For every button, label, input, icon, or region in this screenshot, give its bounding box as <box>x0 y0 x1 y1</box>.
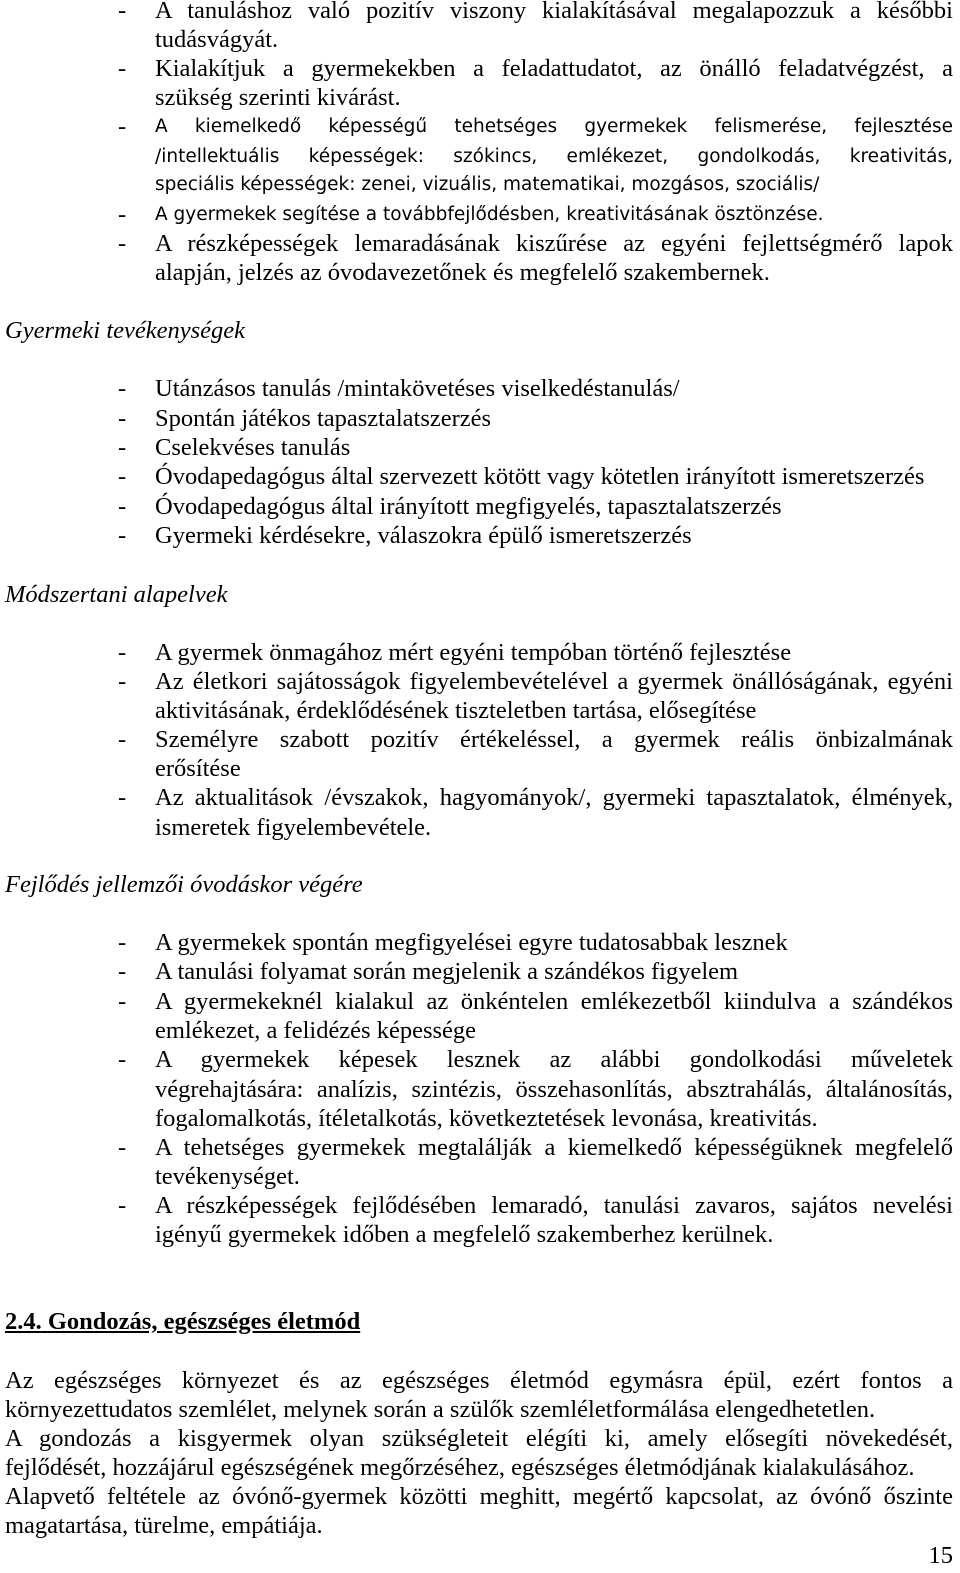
section-number: 2.4. <box>5 1308 42 1335</box>
list-item-line: A tanuláshoz való pozitív viszony kialakításával megalapozzuk a későbbi <box>155 0 953 24</box>
bullet-dash: - <box>118 784 127 811</box>
heading-development: Fejlődés jellemzői óvodáskor végére <box>5 871 363 898</box>
list-item-line: Spontán játékos tapasztalatszerzés <box>155 405 492 432</box>
heading-methods: Módszertani alapelvek <box>5 581 228 608</box>
list-item-line: A gyermekek segítése a továbbfejlődésben, kreativitásának ösztönzése. <box>155 204 824 225</box>
bullet-dash: - <box>118 493 127 520</box>
list-item-line: Személyre szabott pozitív értékeléssel, a gyermek reális önbizalmának <box>155 726 953 753</box>
bullet-dash: - <box>118 522 127 549</box>
list-item-line: fogalomalkotás, ítéletalkotás, következtetések levonása, kreativitás. <box>155 1105 818 1132</box>
list-item-line: Kialakítjuk a gyermekekben a feladattudatot, az önálló feladatvégzést, a <box>155 55 953 82</box>
bullet-dash: - <box>118 1134 127 1161</box>
list-item-line: A tehetséges gyermekek megtalálják a kiemelkedő képességüknek megfelelő <box>155 1134 953 1161</box>
list-item-line: Cselekvéses tanulás <box>155 434 351 461</box>
list-item-line: igényű gyermekek időben a megfelelő szakemberhez kerülnek. <box>155 1221 774 1248</box>
bullet-dash: - <box>118 958 127 985</box>
bullet-dash: - <box>118 0 127 24</box>
bullet-dash: - <box>118 201 127 228</box>
bullet-dash: - <box>118 230 127 257</box>
list-item-line: Óvodapedagógus által szervezett kötött vagy kötetlen irányított ismeretszerzés <box>155 463 925 490</box>
list-item-line: A gyermekek spontán megfigyelései egyre tudatosabbak lesznek <box>155 929 788 956</box>
list-item-line: emlékezet, a felidézés képessége <box>155 1017 477 1044</box>
list-item-line: speciális képességek: zenei, vizuális, matematikai, mozgásos, szociális/ <box>155 174 820 195</box>
list-item-line: A részképességek fejlődésében lemaradó, tanulási zavaros, sajátos nevelési <box>155 1192 953 1219</box>
list-item-line: alapján, jelzés az óvodavezetőnek és megfelelő szakembernek. <box>155 259 770 286</box>
bullet-dash: - <box>118 463 127 490</box>
section-title <box>5 1307 360 1336</box>
bullet-dash: - <box>118 55 127 82</box>
paragraph-line: környezettudatos szemlélet, melynek során a szülők szemléletformálása elengedhetetlen. <box>5 1396 876 1423</box>
list-item-line: A tanulási folyamat során megjelenik a szándékos figyelem <box>155 958 739 985</box>
list-item-line: Az életkori sajátosságok figyelembevételével a gyermek önállóságának, egyéni <box>155 668 953 695</box>
bullet-dash: - <box>118 113 127 140</box>
list-item-line: A gyermekeknél kialakul az önkéntelen emlékezetből kiindulva a szándékos <box>155 988 953 1015</box>
list-item-line: aktivitásának, érdeklődésének tiszteletben tartása, elősegítése <box>155 697 757 724</box>
list-item-line: szükség szerinti kivárást. <box>155 84 401 111</box>
paragraph-line: fejlődését, hozzájárul egészségének megőrzéséhez, egészséges életmódjának kialakulásához. <box>5 1454 915 1481</box>
paragraph-line: magatartása, türelme, empátiája. <box>5 1512 323 1539</box>
list-item-line: Az aktualitások /évszakok, hagyományok/, gyermeki tapasztalatok, élmények, <box>155 784 953 811</box>
page-number: 15 <box>928 1542 953 1569</box>
list-item-line: tevékenységet. <box>155 1163 300 1190</box>
list-item-line: /intellektuális képességek: szókincs, emlékezet, gondolkodás, kreativitás, <box>155 146 953 167</box>
list-item-line: A gyermek önmagához mért egyéni tempóban történő fejlesztése <box>155 639 792 666</box>
bullet-dash: - <box>118 988 127 1015</box>
bullet-dash: - <box>118 929 127 956</box>
list-item-line: tudásvágyát. <box>155 26 279 53</box>
bullet-dash: - <box>118 1192 127 1219</box>
list-item-line: erősítése <box>155 755 241 782</box>
paragraph-line: Az egészséges környezet és az egészséges életmód egymásra épül, ezért fontos a <box>5 1367 953 1394</box>
paragraph-line: Alapvető feltétele az óvónő-gyermek közötti meghitt, megértő kapcsolat, az óvónő őszinte <box>5 1483 953 1510</box>
list-item-line: A részképességek lemaradásának kiszűrése az egyéni fejlettségmérő lapok <box>155 230 953 257</box>
list-item-line: A kiemelkedő képességű tehetséges gyermekek felismerése, fejlesztése <box>155 116 953 137</box>
list-item-line: Gyermeki kérdésekre, válaszokra épülő ismeretszerzés <box>155 522 692 549</box>
bullet-dash: - <box>118 434 127 461</box>
list-item-line: Óvodapedagógus által irányított megfigyelés, tapasztalatszerzés <box>155 493 782 520</box>
list-item-line: Utánzásos tanulás /mintakövetéses viselkedéstanulás/ <box>155 375 680 402</box>
list-item-line: ismeretek figyelembevétele. <box>155 814 432 841</box>
section-title-text: Gondozás, egészséges életmód <box>47 1308 361 1335</box>
bullet-dash: - <box>118 375 127 402</box>
bullet-dash: - <box>118 726 127 753</box>
bullet-dash: - <box>118 639 127 666</box>
heading-activities: Gyermeki tevékenységek <box>5 317 246 344</box>
list-item-line: A gyermekek képesek lesznek az alábbi gondolkodási műveletek <box>155 1046 953 1073</box>
bullet-dash: - <box>118 668 127 695</box>
bullet-dash: - <box>118 1046 127 1073</box>
list-item-line: végrehajtására: analízis, szintézis, összehasonlítás, absztrahálás, általánosítás, <box>155 1076 953 1103</box>
bullet-dash: - <box>118 405 127 432</box>
paragraph-line: A gondozás a kisgyermek olyan szükségleteit elégíti ki, amely elősegíti növekedését, <box>5 1425 953 1452</box>
